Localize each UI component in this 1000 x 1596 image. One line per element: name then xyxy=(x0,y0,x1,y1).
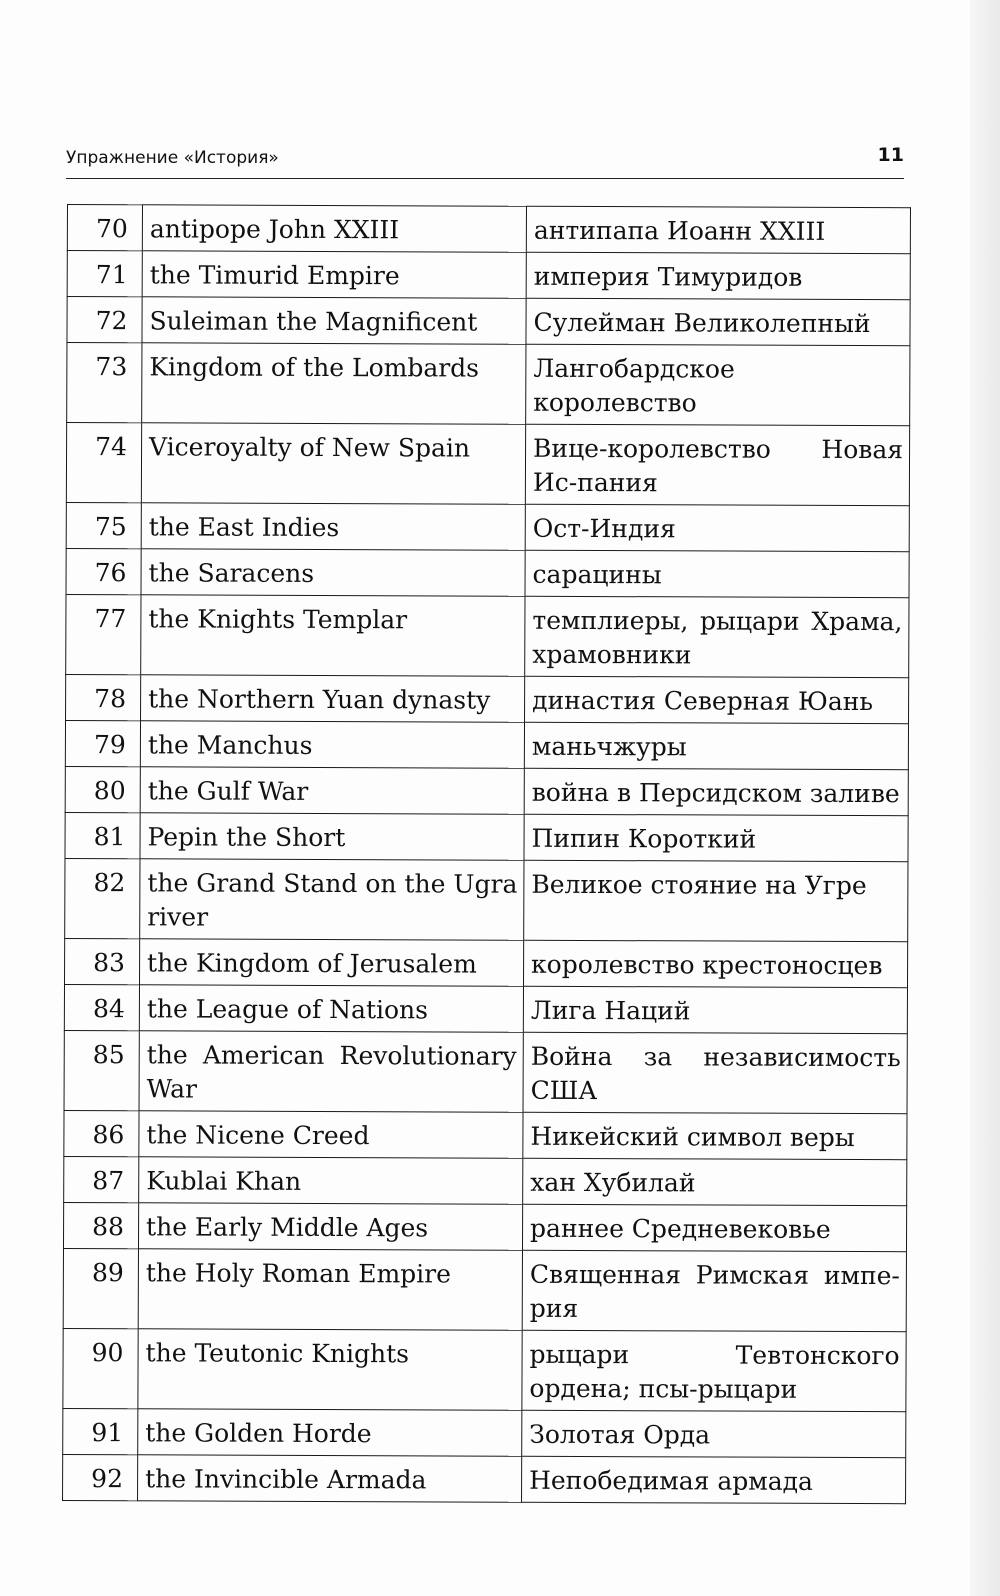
english-term: antipope John XXIII xyxy=(142,205,526,252)
row-number: 75 xyxy=(66,502,141,548)
row-number: 71 xyxy=(67,251,142,297)
english-term: the Invincible Armada xyxy=(138,1455,522,1502)
table-row xyxy=(64,1030,907,1113)
russian-term: династия Северная Юань xyxy=(525,676,909,723)
table-row xyxy=(63,1328,906,1411)
table-row xyxy=(65,938,908,987)
english-term: the American Revolutionary War xyxy=(139,1031,523,1112)
table-row xyxy=(65,720,908,769)
english-term: the Knights Templar xyxy=(141,595,525,676)
russian-term: война в Персидском заливе xyxy=(524,768,908,815)
english-term: Kingdom of the Lombards xyxy=(142,343,526,424)
russian-term: Лангобардское королевство xyxy=(526,344,910,425)
term-table-body xyxy=(63,205,911,1504)
table-row xyxy=(66,674,909,723)
russian-term: Ост-Индия xyxy=(525,504,909,551)
table-row xyxy=(66,594,909,677)
english-term: Viceroyalty of New Spain xyxy=(141,423,525,504)
row-number: 81 xyxy=(65,812,140,858)
russian-term: Священная Римская импе-рия xyxy=(522,1250,906,1331)
english-term: the Early Middle Ages xyxy=(138,1203,522,1250)
russian-term: сарацины xyxy=(525,550,909,597)
row-number: 88 xyxy=(63,1202,138,1248)
row-number: 90 xyxy=(63,1328,138,1408)
row-number: 73 xyxy=(67,343,142,423)
russian-term: Сулейман Великолепный xyxy=(526,298,910,345)
english-term: the Timurid Empire xyxy=(142,251,526,298)
row-number: 78 xyxy=(66,674,141,720)
english-term: the League of Nations xyxy=(139,985,523,1032)
english-term: the Gulf War xyxy=(140,767,524,814)
english-term: the Northern Yuan dynasty xyxy=(141,675,525,722)
russian-term: Непобедимая армада xyxy=(522,1456,906,1503)
english-term: Kublai Khan xyxy=(139,1157,523,1204)
table-row xyxy=(65,812,908,861)
russian-term: Война за независимость США xyxy=(523,1032,907,1113)
row-number: 87 xyxy=(64,1156,139,1202)
page-header xyxy=(66,140,904,179)
table-row xyxy=(67,251,910,300)
russian-term: Золотая Орда xyxy=(522,1410,906,1457)
table-row xyxy=(66,548,909,597)
row-number: 79 xyxy=(65,720,140,766)
english-term: the East Indies xyxy=(141,503,525,550)
russian-term: Вице-королевство Новая Ис-пания xyxy=(525,424,909,505)
russian-term: Пипин Короткий xyxy=(524,814,908,861)
table-row xyxy=(65,766,908,815)
table-row xyxy=(63,1202,906,1251)
row-number: 82 xyxy=(65,858,140,938)
row-number: 86 xyxy=(64,1110,139,1156)
term-table-wrapper xyxy=(62,204,910,1504)
page-edge-shadow xyxy=(970,0,1000,1596)
russian-term: раннее Средневековье xyxy=(522,1204,906,1251)
table-row xyxy=(63,1454,906,1503)
russian-term: хан Хубилай xyxy=(523,1158,907,1205)
table-row xyxy=(65,858,908,941)
russian-term: королевство крестоносцев xyxy=(523,940,907,987)
row-number: 80 xyxy=(65,766,140,812)
russian-term: Великое стояние на Угре xyxy=(524,860,908,941)
row-number: 89 xyxy=(63,1248,138,1328)
row-number: 74 xyxy=(66,423,141,503)
russian-term: темплиеры, рыцари Храма, храмовники xyxy=(525,596,909,677)
page-number: 11 xyxy=(877,144,904,166)
table-row xyxy=(67,343,910,426)
english-term: the Kingdom of Jerusalem xyxy=(140,939,524,986)
table-row xyxy=(66,423,909,506)
russian-term: империя Тимуридов xyxy=(526,252,910,299)
table-row xyxy=(64,984,907,1033)
row-number: 83 xyxy=(65,938,140,984)
table-row xyxy=(63,1408,906,1457)
running-title: Упражнение «История» xyxy=(66,148,279,168)
row-number: 72 xyxy=(67,297,142,343)
term-table xyxy=(62,204,911,1504)
english-term: the Manchus xyxy=(140,721,524,768)
english-term: Suleiman the Magnificent xyxy=(142,297,526,344)
row-number: 70 xyxy=(67,205,142,251)
row-number: 84 xyxy=(64,984,139,1030)
english-term: the Nicene Creed xyxy=(139,1111,523,1158)
russian-term: рыцари Тевтонского ордена; псы-рыцари xyxy=(522,1330,906,1411)
table-row xyxy=(67,205,910,254)
russian-term: антипапа Иоанн XXIII xyxy=(526,206,910,253)
table-row xyxy=(67,297,910,346)
english-term: the Grand Stand on the Ugra river xyxy=(140,859,524,940)
row-number: 85 xyxy=(64,1030,139,1110)
table-row xyxy=(64,1110,907,1159)
english-term: the Golden Horde xyxy=(138,1409,522,1456)
table-row xyxy=(64,1156,907,1205)
row-number: 77 xyxy=(66,594,141,674)
russian-term: Никейский символ веры xyxy=(523,1112,907,1159)
english-term: Pepin the Short xyxy=(140,813,524,860)
english-term: the Saracens xyxy=(141,549,525,596)
row-number: 92 xyxy=(63,1454,138,1500)
table-row xyxy=(66,502,909,551)
russian-term: Лига Наций xyxy=(523,986,907,1033)
row-number: 76 xyxy=(66,548,141,594)
english-term: the Teutonic Knights xyxy=(138,1329,522,1410)
table-row xyxy=(63,1248,906,1331)
row-number: 91 xyxy=(63,1408,138,1454)
russian-term: маньчжуры xyxy=(524,722,908,769)
english-term: the Holy Roman Empire xyxy=(138,1249,522,1330)
